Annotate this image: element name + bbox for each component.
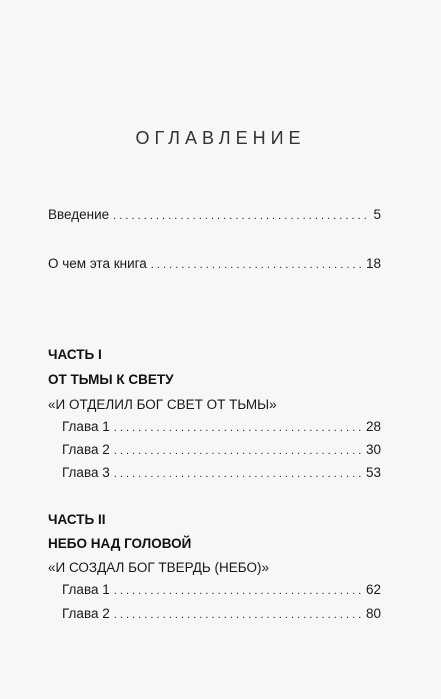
toc-entry-about-book[interactable] <box>48 255 381 274</box>
part-1-name: ОТ ТЬМЫ К СВЕТУ <box>48 372 174 387</box>
toc-entry-introduction[interactable] <box>48 206 381 225</box>
toc-entry-part2-chapter1[interactable] <box>62 581 381 600</box>
part-1-label: ЧАСТЬ I <box>48 347 102 362</box>
toc-entry-page: 18 <box>365 256 381 271</box>
toc-entry-page: 53 <box>365 465 381 480</box>
toc-entry-page: 80 <box>365 606 381 621</box>
dot-leader <box>114 581 363 600</box>
part-2-name: НЕБО НАД ГОЛОВОЙ <box>48 536 192 551</box>
toc-entry-part1-chapter2[interactable] <box>62 441 381 460</box>
toc-entry-label: О чем эта книга <box>48 256 147 271</box>
toc-entry-page: 30 <box>365 442 381 457</box>
dot-leader <box>114 464 363 483</box>
toc-entry-label: Глава 3 <box>62 465 110 480</box>
part-1-quote: «И ОТДЕЛИЛ БОГ СВЕТ ОТ ТЬМЫ» <box>48 397 277 412</box>
toc-entry-page: 28 <box>365 419 381 434</box>
toc-entry-label: Глава 2 <box>62 442 110 457</box>
toc-entry-part1-chapter3[interactable] <box>62 464 381 483</box>
part-2-quote: «И СОЗДАЛ БОГ ТВЕРДЬ (НЕБО)» <box>48 560 269 575</box>
toc-entry-page: 5 <box>373 207 381 222</box>
dot-leader <box>114 418 363 437</box>
toc-entry-label: Глава 1 <box>62 582 110 597</box>
dot-leader <box>114 441 363 460</box>
toc-entry-page: 62 <box>365 582 381 597</box>
toc-entry-label: Глава 1 <box>62 419 110 434</box>
toc-entry-part2-chapter2[interactable] <box>62 605 381 624</box>
dot-leader <box>151 255 363 274</box>
toc-entry-label: Введение <box>48 207 110 222</box>
toc-entry-label: Глава 2 <box>62 606 110 621</box>
toc-entry-part1-chapter1[interactable] <box>62 418 381 437</box>
page-title: ОГЛАВЛЕНИЕ <box>135 128 306 148</box>
part-2-label: ЧАСТЬ II <box>48 512 106 527</box>
dot-leader <box>113 206 370 225</box>
dot-leader <box>114 605 363 624</box>
